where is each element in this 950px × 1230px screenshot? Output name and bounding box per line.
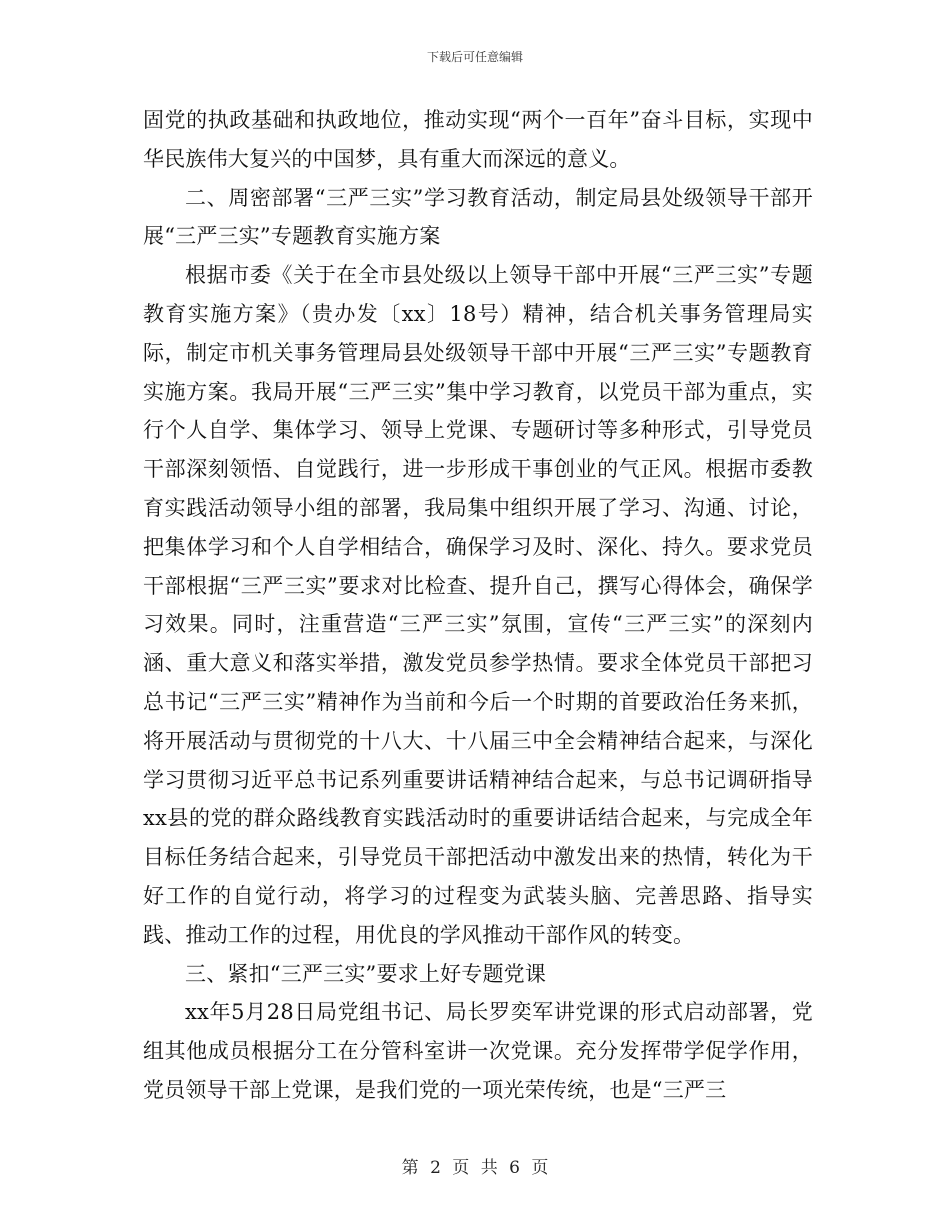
paragraph-continuation: 固党的执政基础和执政地位，推动实现“两个一百年”奋斗目标，实现中华民族伟大复兴的中国梦，具有重大而深远的意义。: [143, 108, 813, 171]
paragraph-body: 根据市委《关于在全市县处级以上领导干部中开展“三严三实”专题教育实施方案》（贵办发〔xx〕18号）精神，结合机关事务管理局实际，制定市机关事务管理局县处级领导干部中开展“三严三实”专题教育实施方案。我局开展“三严三实”集中学习教育，以党员干部为重点，实行个人自学、集体学习、领导上党课、专题研讨等多种形式，引导党员干部深刻领悟、自觉践行，进一步形成干事创业的气正风。根据市委教育实践活动领导小组的部署，我局集中组织开展了学习、沟通、讨论，把集体学习和个人自学相结合，确保学习及时、深化、持久。要求党员干部根据“三严三实”要求对比检查、提升自己，撰写心得体会，确保学习效果。同时，注重营造“三严三实”氛围，宣传“三严三实”的深刻内涵、重大意义和落实举措，激发党员参学热情。要求全体党员干部把习总书记“三严三实”精神作为当前和今后一个时期的首要政治任务来抓，将开展活动与贯彻党的十八大、十八届三中全会精神结合起来，与深化学习贯彻习近平总书记系列重要讲话精神结合起来，与总书记调研指导xx县的党的群众路线教育实践活动时的重要讲话结合起来，与完成全年目标任务结合起来，引导党员干部把活动中激发出来的热情，转化为干好工作的自觉行动，将学习的过程变为武装头脑、完善思路、指导实践、推动工作的过程，用优良的学风推动干部作风的转变。: [143, 263, 813, 947]
section-heading-2: 二、周密部署“三严三实”学习教育活动，制定局县处级领导干部开展“三严三实”专题教育实施方案: [143, 185, 813, 249]
paragraph-body: xx年5月28日局党组书记、局长罗奕军讲党课的形式启动部署，党组其他成员根据分工在分管科室讲一次党课。充分发挥带学促学作用，党员领导干部上党课，是我们党的一项光荣传统，也是“三严三: [143, 1000, 813, 1102]
section-heading-3: 三、紧扣“三严三实”要求上好专题党课: [185, 961, 547, 986]
page-header: 下载后可任意编辑: [426, 50, 523, 64]
page-footer: 第 2 页 共 6 页: [401, 1158, 549, 1178]
document-body: [143, 101, 813, 1110]
